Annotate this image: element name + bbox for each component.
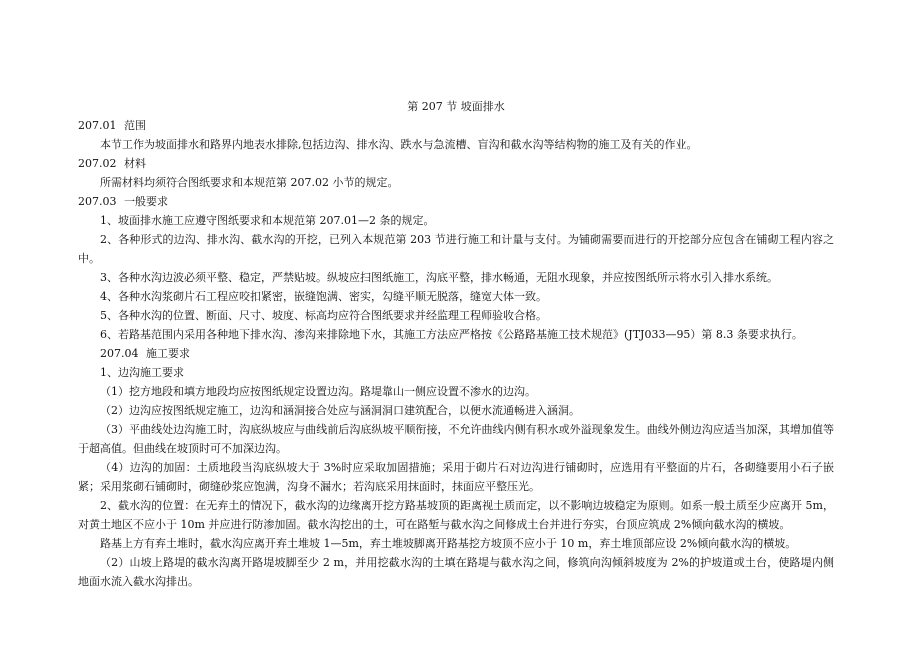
- general-requirement-1: 1、坡面排水施工应遵守图纸要求和本规范第 207.01—2 条的规定。: [100, 214, 435, 227]
- section-heading-text: 一般要求: [124, 195, 168, 208]
- paragraph-scope: 本节工作为坡面排水和路界内地表水排除,包括边沟、排水沟、跌水与急流槽、盲沟和截水沟等结构物的施工及有关的作业。: [100, 138, 698, 151]
- construction-item-1-3: （3）平曲线处边沟施工时，沟底纵坡应与曲线前后沟底纵坡平顺衔接，不允许曲线内侧有积水或外溢现象发生。曲线外侧边沟应适当加深，其增加值等于超高值。但曲线在坡顶时可不加深边沟。: [78, 423, 834, 455]
- section-heading-text: 材料: [124, 157, 146, 170]
- section-heading-207-01: [78, 116, 834, 135]
- section-heading-207-04: [78, 344, 834, 363]
- section-number: 207.03: [78, 195, 117, 208]
- section-heading-207-02: [78, 154, 834, 173]
- construction-item-1-2: （2）边沟应按图纸规定施工，边沟和涵洞接合处应与涵洞洞口建筑配合，以便水流通畅进入涵洞。: [100, 404, 580, 417]
- construction-item-2-2: （2）山坡上路堤的截水沟离开路堤坡脚至少 2 m，并用挖截水沟的土填在路堤与截水沟之间，修筑向沟倾斜坡度为 2%的护坡道或土台，使路堤内侧地面水流入截水沟排出。: [78, 556, 834, 588]
- general-requirement-4: 4、各种水沟浆砌片石工程应咬扣紧密，嵌缝饱满、密实，勾缝平顺无脱落，缝宽大体一致。: [100, 290, 547, 303]
- construction-item-1-1: （1）挖方地段和填方地段均应按图纸规定设置边沟。路堤靠山一侧应设置不渗水的边沟。: [100, 385, 536, 398]
- section-heading-207-03: [78, 192, 834, 211]
- section-number: 207.04: [100, 347, 139, 360]
- general-requirement-3: 3、各种水沟边波必须平整、稳定，严禁贴坡。纵坡应扫图纸施工，沟底平整，排水畅通，无阻水现象，并应按图纸所示将水引入排水系统。: [100, 271, 778, 284]
- construction-item-2-note: 路基上方有弃土堆时，截水沟应离开弃土堆坡 1—5m，弃土堆坡脚离开路基挖方坡顶不应小于 10 m，弃土堆顶部应设 2%倾向截水沟的横坡。: [100, 537, 797, 550]
- paragraph-materials: 所需材料均须符合图纸要求和本规范第 207.02 小节的规定。: [100, 176, 399, 189]
- construction-item-2: 2、截水沟的位置：在无弃土的情况下，截水沟的边缘离开挖方路基坡顶的距离视土质而定，以不影响边坡稳定为原则。如系一般土质至少应离开 5m，对黄土地区不应小于 10m 并应进行防渗加固。截水沟挖出的土，可在路堑与截水沟之间修成土台并进行夯实，台顶应筑成 2%倾向截水沟的横坡。: [78, 499, 834, 531]
- section-title: 第 207 节 坡面排水: [407, 100, 505, 113]
- construction-item-1: 1、边沟施工要求: [100, 366, 184, 379]
- general-requirement-5: 5、各种水沟的位置、断面、尺寸、坡度、标高均应符合图纸要求并经监理工程师验收合格。: [100, 309, 547, 322]
- general-requirement-6: 6、若路基范围内采用各种地下排水沟、渗沟来排除地下水，其施工方法应严格按《公路路基施工技术规范》(JTJ033—95）第 8.3 条要求执行。: [100, 328, 803, 341]
- document-body: [78, 97, 834, 591]
- construction-item-1-4: （4）边沟的加固：土质地段当沟底纵坡大于 3%时应采取加固措施；采用于砌片石对边沟进行铺砌时，应选用有平整面的片石，各砌缝要用小石子嵌紧；采用浆砌石铺砌时，砌缝砂浆应饱满，沟身不漏水；若沟底采用抹面时，抹面应平整压光。: [78, 461, 834, 493]
- section-number: 207.02: [78, 157, 117, 170]
- section-number: 207.01: [78, 119, 117, 132]
- section-heading-text: 范围: [124, 119, 146, 132]
- section-heading-text: 施工要求: [146, 347, 190, 360]
- general-requirement-2: 2、各种形式的边沟、排水沟、截水沟的开挖，已列入本规范第 203 节进行施工和计量与支付。为铺砌需要而进行的开挖部分应包含在铺砌工程内容之中。: [78, 233, 834, 265]
